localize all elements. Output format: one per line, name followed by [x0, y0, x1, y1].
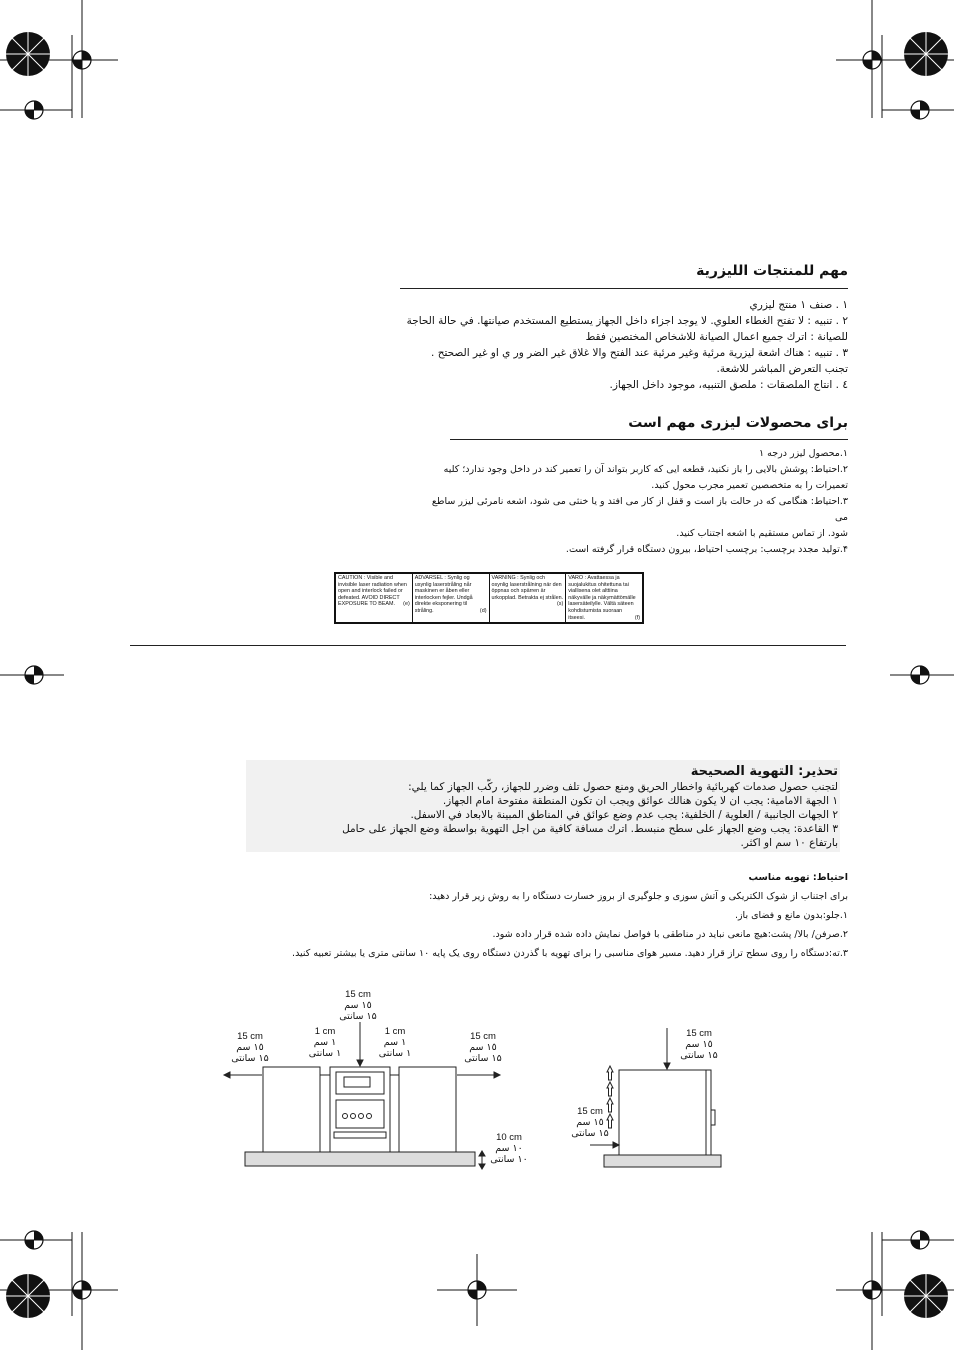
- laser-ar-item-2a: ٢ . تنبيه : لا تفتح الغطاء العلوي. لا يوجد اجزاء داخل الجهاز يستطيع المستخدم صيانتها. في حالة الحاجة: [406, 315, 848, 327]
- laser-ar-item-4: ٤ . انتاج الملصقات : ملصق التنبيه، موجود داخل الجهاز.: [609, 379, 848, 391]
- laser-ar-item-1: ١ . صنف ١ منتج ليزري: [749, 299, 848, 311]
- vent-fa-item-3: ۳.ته:دستگاه را روی سطح تراز قرار دهید. مسیر هوای مناسبی را برای تهویه با گذردن دستگاه روی یک پایه ۱۰ سانتی متری یا بیشتر تعبیه کنید.: [292, 948, 848, 959]
- dim-gap-left: 1 cm ١ سم ۱ سانتی: [308, 1026, 342, 1059]
- dim-left: 15 cm ١٥ سم ۱۵ سانتی: [231, 1031, 269, 1064]
- caution-label-fi: VARO : Avattaessa ja suojalukitus ohitettuna tai viallisena olet alttiina näkyvälle ja näkymättömälle lasersäteilylle. Vältä säteen kohdistumista suoraan itseesi. (f): [568, 575, 640, 621]
- caution-label-sv: VARNING : Synlig och osynlig laserstrålning när den öppnas och spärren är urkopplad. Betrakta ej strålen. (s): [490, 574, 567, 622]
- laser-fa-item-2a: ۲.احتیاط: پوشش بالایی را باز نکنید، قطعه ایی که کاربر بتواند آن را تعمیر کند در داخل وجود ندارد؛ کلیه: [443, 464, 848, 475]
- vent-ar-intro: لتجنب حصول صدمات كهربائية واخطار الحريق ومنع حصول تلف وضرر للجهاز، ركّب الجهاز كما يلي:: [408, 781, 838, 793]
- vent-fa-item-2: ۲.صرفن/ بالا/ پشت:هیچ مانعی نباید در مناطقی با فواصل نمایش داده شده قرار داده شود.: [492, 929, 848, 940]
- vent-ar-item-1: ١ الجهة الامامية: يجب ان لا يكون هنالك عوائق ويجب ان تكون المنطقة مفتوحة امام الجهاز.: [442, 795, 838, 807]
- laser-ar-item-3a: ٣ . تنبيه : هناك اشعة ليزرية مرئية وغير مرئية عند الفتح والا غلاق غير الضر ور ي او غير الصحتح .: [431, 347, 848, 359]
- laser-ar-list: [378, 297, 848, 393]
- dim-right: 15 cm ١٥ سم ۱۵ سانتی: [464, 1031, 502, 1064]
- laser-ar-item-2b: للصيانة : اترك جميع اعمال الصيانة للاشخاص المختصين فقط: [585, 331, 848, 343]
- laser-ar-rule: [400, 288, 848, 289]
- vent-ar-item-2: ٢ الجهات الجانبية / العلوية / الخلفية: يجب عدم وضع عوائق في المناطق المبينة بالابعاد في الاسفل.: [410, 809, 838, 821]
- dim-gap-right: 1 cm ١ سم ۱ سانتی: [378, 1026, 412, 1059]
- vent-fa-title: احتیاط: تهویه مناسب: [748, 872, 848, 883]
- laser-fa-item-3b: شود. از تماس مستقیم با اشعه اجتناب کنید.: [676, 528, 848, 539]
- laser-fa-item-4: ۴.تولید مجدد برچسب: برچسب احتیاط، بیرون دستگاه قرار گرفته است.: [565, 544, 848, 555]
- dim-bottom: 10 cm ١٠ سم ۱۰ سانتی: [490, 1132, 528, 1165]
- dim-side-back: 15 cm ١٥ سم ۱۵ سانتی: [571, 1106, 609, 1139]
- laser-fa-item-2b: تعمیرات را به متخصصین تعمیر مجرب محول کنید.: [651, 480, 848, 491]
- laser-fa-list: [428, 446, 848, 558]
- vent-fa-intro: برای اجتناب از شوک الکتریکی و آتش سوزی و جلوگیری از بروز خسارت دستگاه را به روش زیر قرار دهید:: [429, 891, 848, 902]
- dim-top: 15 cm ١٥ سم ۱۵ سانتی: [339, 989, 377, 1022]
- laser-fa-item-3a: ۳.احتیاط: هنگامی که در حالت باز است و قفل از کار می افتد و یا خنثی می شود، اشعه نامرئی لیزر ساطع می: [431, 496, 848, 523]
- caution-label-en: CAUTION : Visible and invisible laser radiation when open and interlock failed or defeated. AVOID DIRECT EXPOSURE TO BEAM. (e): [336, 574, 413, 622]
- laser-fa-rule: [450, 439, 848, 440]
- laser-caution-label: [334, 572, 644, 624]
- vent-fa-item-1: ۱.جلو:بدون مانع و فضای باز.: [734, 910, 848, 921]
- section-divider: [130, 645, 846, 646]
- caution-label-da: ADVARSEL : Synlig og usynlig laserstråling når maskinen er åben eller interlocken fejler. Undgå direkte eksponering til stråling. (d): [413, 574, 490, 622]
- laser-ar-item-3b: تجنب التعرض المباشر للاشعة.: [716, 363, 848, 375]
- vent-ar-item-3a: ٣ القاعدة: يجب وضع الجهاز على سطح منبسط. اترك مسافة كافية من اجل التهوية بواسطة وضع الجهاز على حامل: [342, 823, 838, 835]
- vent-fa-block: [208, 868, 848, 963]
- laser-ar-title: مهم للمنتجات الليزرية: [696, 263, 848, 279]
- laser-fa-title: برای محصولات لیزری مهم است: [628, 415, 848, 431]
- laser-fa-item-1: ۱.محصول لیزر درجه ۱: [759, 448, 848, 459]
- vent-ar-block: [258, 764, 838, 850]
- dim-side-top: 15 cm ١٥ سم ۱۵ سانتی: [680, 1028, 718, 1061]
- vent-ar-title: تحذير: التهوية الصحيحة: [690, 764, 838, 779]
- vent-ar-item-3b: بارتفاع ١٠ سم او اكثر.: [740, 837, 838, 849]
